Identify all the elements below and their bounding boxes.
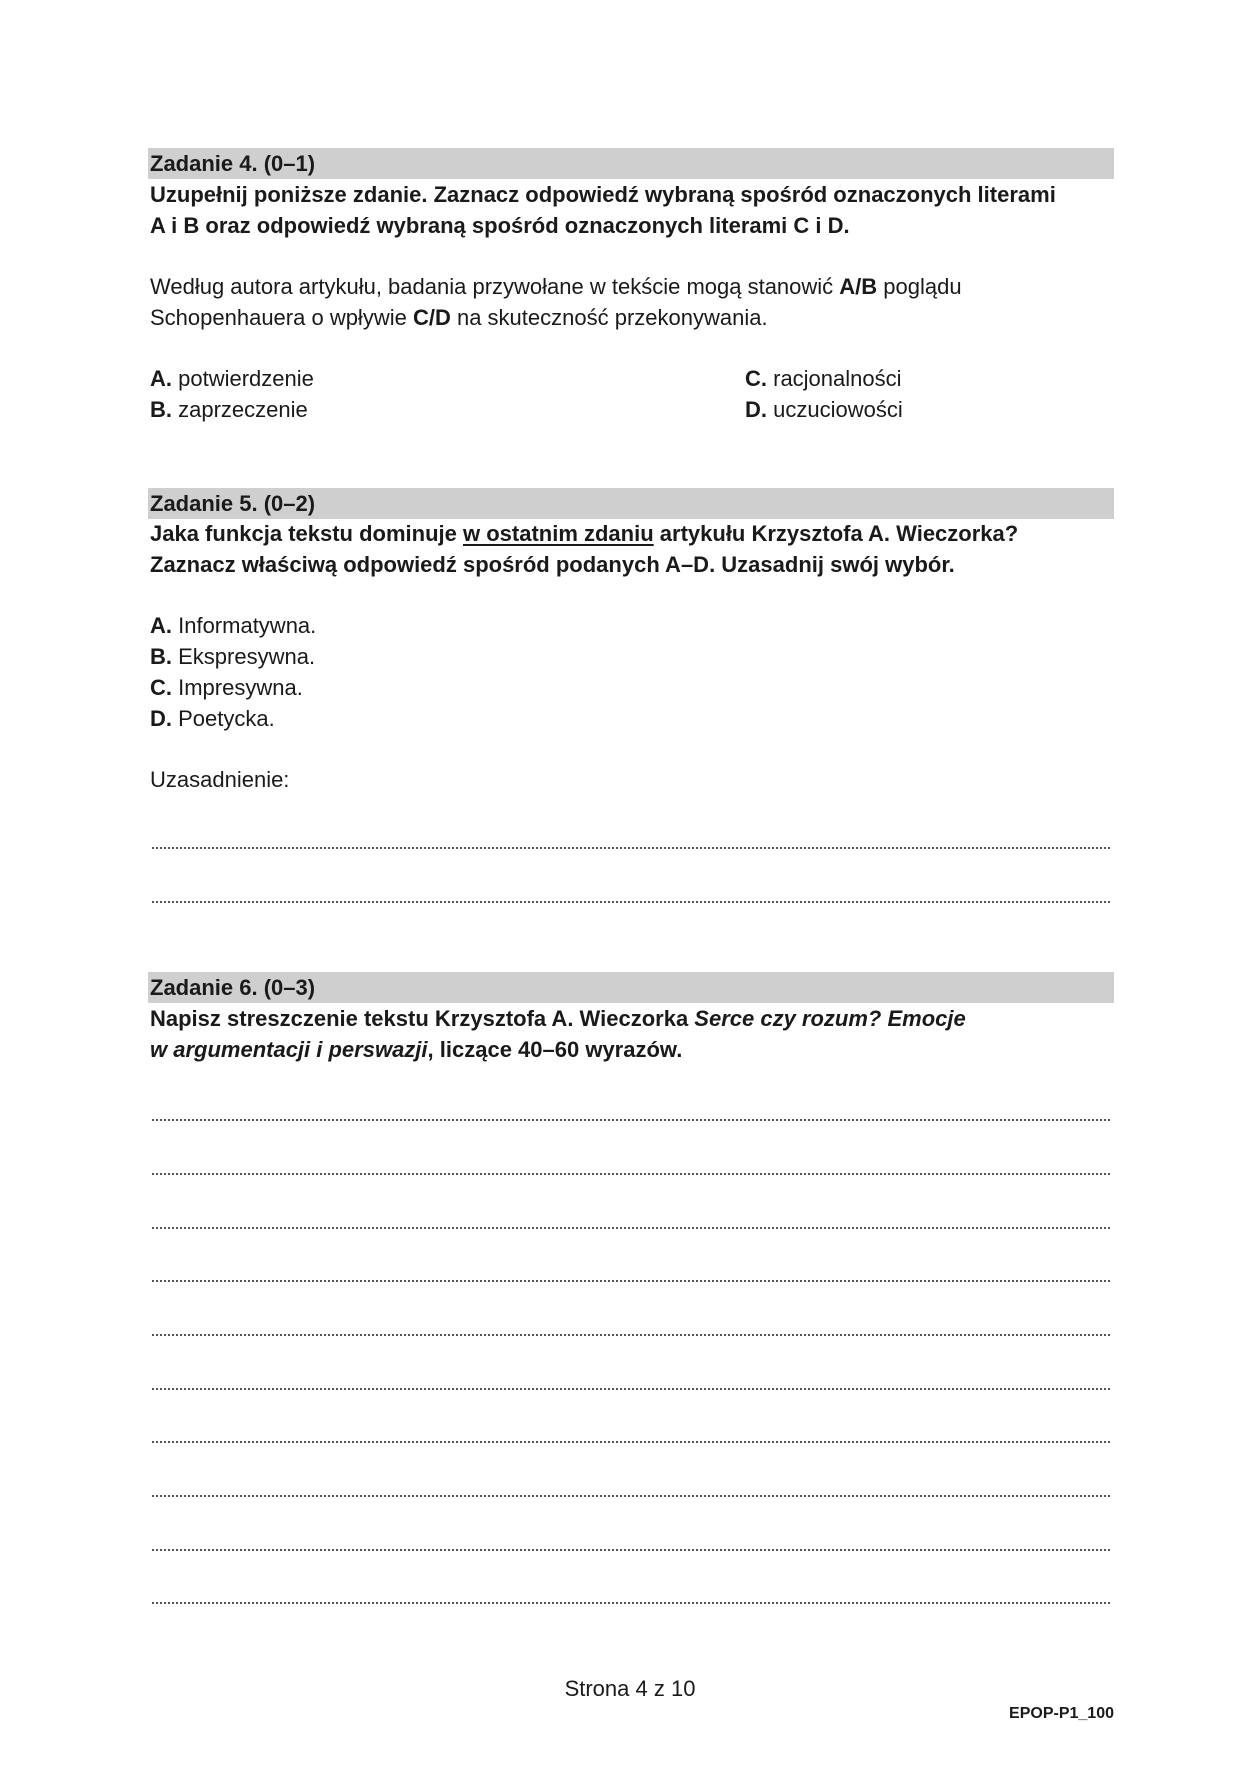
- sentence-text: Według autora artykułu, badania przywołane w tekście mogą stanowić: [150, 274, 840, 299]
- article-title: Serce czy rozum? Emocje: [694, 1006, 966, 1031]
- task5-option-c[interactable]: [150, 675, 303, 701]
- task5-option-a[interactable]: [150, 613, 316, 639]
- option-text: Ekspresywna.: [172, 644, 316, 669]
- choice-cd: C/D: [412, 305, 451, 330]
- sentence-text: na skuteczność przekonywania.: [450, 305, 768, 330]
- answer-line[interactable]: [152, 1493, 1110, 1497]
- task5-option-b[interactable]: [150, 644, 315, 670]
- option-letter: A.: [150, 613, 172, 638]
- task4-option-a[interactable]: [150, 366, 314, 392]
- answer-line[interactable]: [152, 1547, 1110, 1551]
- option-text: Poetycka.: [172, 706, 275, 731]
- answer-line[interactable]: [152, 1439, 1110, 1443]
- task5-option-d[interactable]: [150, 706, 275, 732]
- task4-sentence-1: [150, 274, 962, 300]
- answer-line[interactable]: [152, 1117, 1110, 1121]
- option-letter: D.: [150, 706, 172, 731]
- page-number: Strona 4 z 10: [564, 1676, 696, 1701]
- task5-title: Zadanie 5. (0–2): [150, 491, 316, 516]
- answer-line[interactable]: [152, 1332, 1110, 1336]
- sentence-text: Schopenhauera o wpływie: [150, 305, 413, 330]
- task6-instruction-2: [150, 1037, 682, 1063]
- option-letter: B.: [150, 397, 172, 422]
- task5-justification-label: Uzasadnienie:: [150, 767, 290, 792]
- article-title: w argumentacji i perswazji: [150, 1037, 428, 1062]
- answer-line[interactable]: [152, 1171, 1110, 1175]
- question-text: Jaka funkcja tekstu dominuje: [150, 521, 463, 546]
- task4-option-b[interactable]: [150, 397, 308, 423]
- answer-line[interactable]: [152, 1600, 1110, 1604]
- option-text: Impresywna.: [172, 675, 303, 700]
- option-letter: A.: [150, 366, 172, 391]
- answer-line[interactable]: [152, 1386, 1110, 1390]
- answer-line[interactable]: [152, 845, 1110, 849]
- task4-option-c[interactable]: [745, 366, 902, 392]
- option-letter: C.: [745, 366, 767, 391]
- option-text: potwierdzenie: [172, 366, 314, 391]
- task4-instruction-2: A i B oraz odpowiedź wybraną spośród oznaczonych literami C i D.: [150, 213, 850, 238]
- instruction-text: , liczące 40–60 wyrazów.: [427, 1037, 683, 1062]
- task5-question-2: Zaznacz właściwą odpowiedź spośród podanych A–D. Uzasadnij swój wybór.: [150, 552, 955, 577]
- option-letter: B.: [150, 644, 172, 669]
- sentence-text: poglądu: [877, 274, 962, 299]
- task4-option-d[interactable]: [745, 397, 903, 423]
- task4-title: Zadanie 4. (0–1): [150, 151, 316, 176]
- option-letter: D.: [745, 397, 767, 422]
- option-text: racjonalności: [767, 366, 902, 391]
- answer-line[interactable]: [152, 1225, 1110, 1229]
- answer-line[interactable]: [152, 899, 1110, 903]
- option-text: zaprzeczenie: [172, 397, 308, 422]
- exam-code: EPOP-P1_100: [1009, 1705, 1114, 1722]
- option-letter: C.: [150, 675, 172, 700]
- task5-question-1: [150, 521, 1018, 547]
- task6-title: Zadanie 6. (0–3): [150, 975, 316, 1000]
- underlined-phrase: w ostatnim zdaniu: [462, 521, 654, 546]
- task6-instruction-1: [150, 1006, 966, 1032]
- task4-instruction-1: Uzupełnij poniższe zdanie. Zaznacz odpowiedź wybraną spośród oznaczonych literami: [150, 182, 1056, 207]
- answer-line[interactable]: [152, 1278, 1110, 1282]
- instruction-text: Napisz streszczenie tekstu Krzysztofa A. Wieczorka: [150, 1006, 695, 1031]
- option-text: Informatywna.: [172, 613, 317, 638]
- question-text: artykułu Krzysztofa A. Wieczorka?: [653, 521, 1019, 546]
- task4-sentence-2: [150, 305, 768, 331]
- option-text: uczuciowości: [767, 397, 903, 422]
- choice-ab: A/B: [839, 274, 878, 299]
